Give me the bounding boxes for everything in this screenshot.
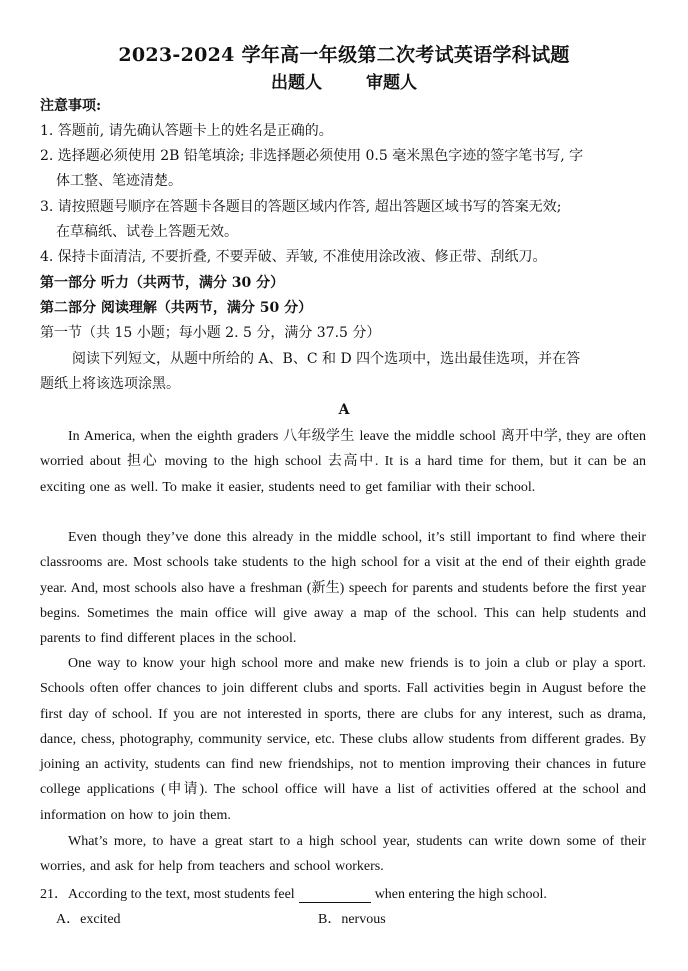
part2-heading: 第二部分 阅读理解（共两节，满分 50 分） — [40, 300, 313, 316]
question-21-stem-start: 21．According to the text, most students feel — [40, 887, 295, 902]
passage-label: A — [338, 402, 350, 418]
notes-heading: 注意事项: — [40, 98, 102, 114]
note-4: 4. 保持卡面清洁, 不要折叠, 不要弄破、弄皱, 不准使用涂改液、修正带、刮纸刀。 — [40, 249, 547, 265]
paragraph-3-text: One way to know your high school more and make new friends is to join a club or play a sport. Schools often offer chances to join different clubs and sports. Fall activities begin in August before the first day of school. If you are not interested in sports, there are clubs for any interest, such as drama, dance, chess, photography, community service, etc. These clubs allow students from different grades. By joining an activity, students can find new friendships, not to mention improving their chances in future college applications (申请). The school office will have a list of activities offered at the school and information on how to join them. — [40, 656, 646, 823]
instruction-line1: 阅读下列短文，从题中所给的 A、B、C 和 D 四个选项中，选出最佳选项，并在答 — [72, 351, 581, 367]
note-3-line1: 3. 请按照题号顺序在答题卡各题目的答题区域内作答, 超出答题区域书写的答案无效; — [40, 199, 562, 215]
note-3-line2: 在草稿纸、试卷上答题无效。 — [56, 224, 238, 240]
paragraph-2-text: Even though they’ve done this already in the middle school, it’s still important to find where their classrooms are. Most schools take students to the high school for a visit at the end of their eighth grade year. And, most schools also have a freshman (新生) speech for parents and students before the first year begins. Sometimes the main office will give away a map of the school. This can help students and parents to find different places in the school. — [40, 530, 646, 647]
question-21 — [40, 883, 547, 903]
section1-heading: 第一节（共 15 小题；每小题 2. 5 分，满分 37.5 分） — [40, 325, 381, 341]
setter-label: 出题人 — [271, 73, 322, 93]
paragraph-4-text: What’s more, to have a great start to a high school year, students can write down some of their worries, and ask for help from teachers and school workers. — [40, 834, 646, 875]
passage-paragraph-3 — [40, 651, 646, 828]
note-1: 1. 答题前, 请先确认答题卡上的姓名是正确的。 — [40, 123, 333, 139]
passage-paragraph-4 — [40, 829, 646, 880]
note-2-line2: 体工整、笔迹清楚。 — [56, 173, 182, 189]
exam-staff-line — [0, 68, 688, 93]
passage-paragraph-1 — [40, 424, 646, 500]
note-2-line1: 2. 选择题必须使用 2B 铅笔填涂; 非选择题必须使用 0.5 毫米黑色字迹的签字笔书写, 字 — [40, 148, 584, 164]
option-a: A．excited — [56, 912, 121, 927]
reviewer-label: 审题人 — [366, 73, 417, 93]
part1-heading: 第一部分 听力（共两节，满分 30 分） — [40, 275, 285, 291]
answer-blank — [299, 888, 371, 903]
instruction-line2: 题纸上将该选项涂黑。 — [40, 376, 180, 392]
question-21-stem-end: when entering the high school. — [374, 887, 547, 902]
exam-title: 2023-2024 学年高一年级第二次考试英语学科试题 — [118, 44, 570, 66]
passage-paragraph-2 — [40, 525, 646, 651]
paragraph-1-text: In America, when the eighth graders 八年级学生 leave the middle school 离开中学, they are often worried about 担心 moving to the high school 去高中. It is a hard time for them, but it can be an exciting one as well. To make it easier, students need to get familiar with their school. — [40, 429, 646, 495]
option-b: B．nervous — [318, 912, 386, 927]
